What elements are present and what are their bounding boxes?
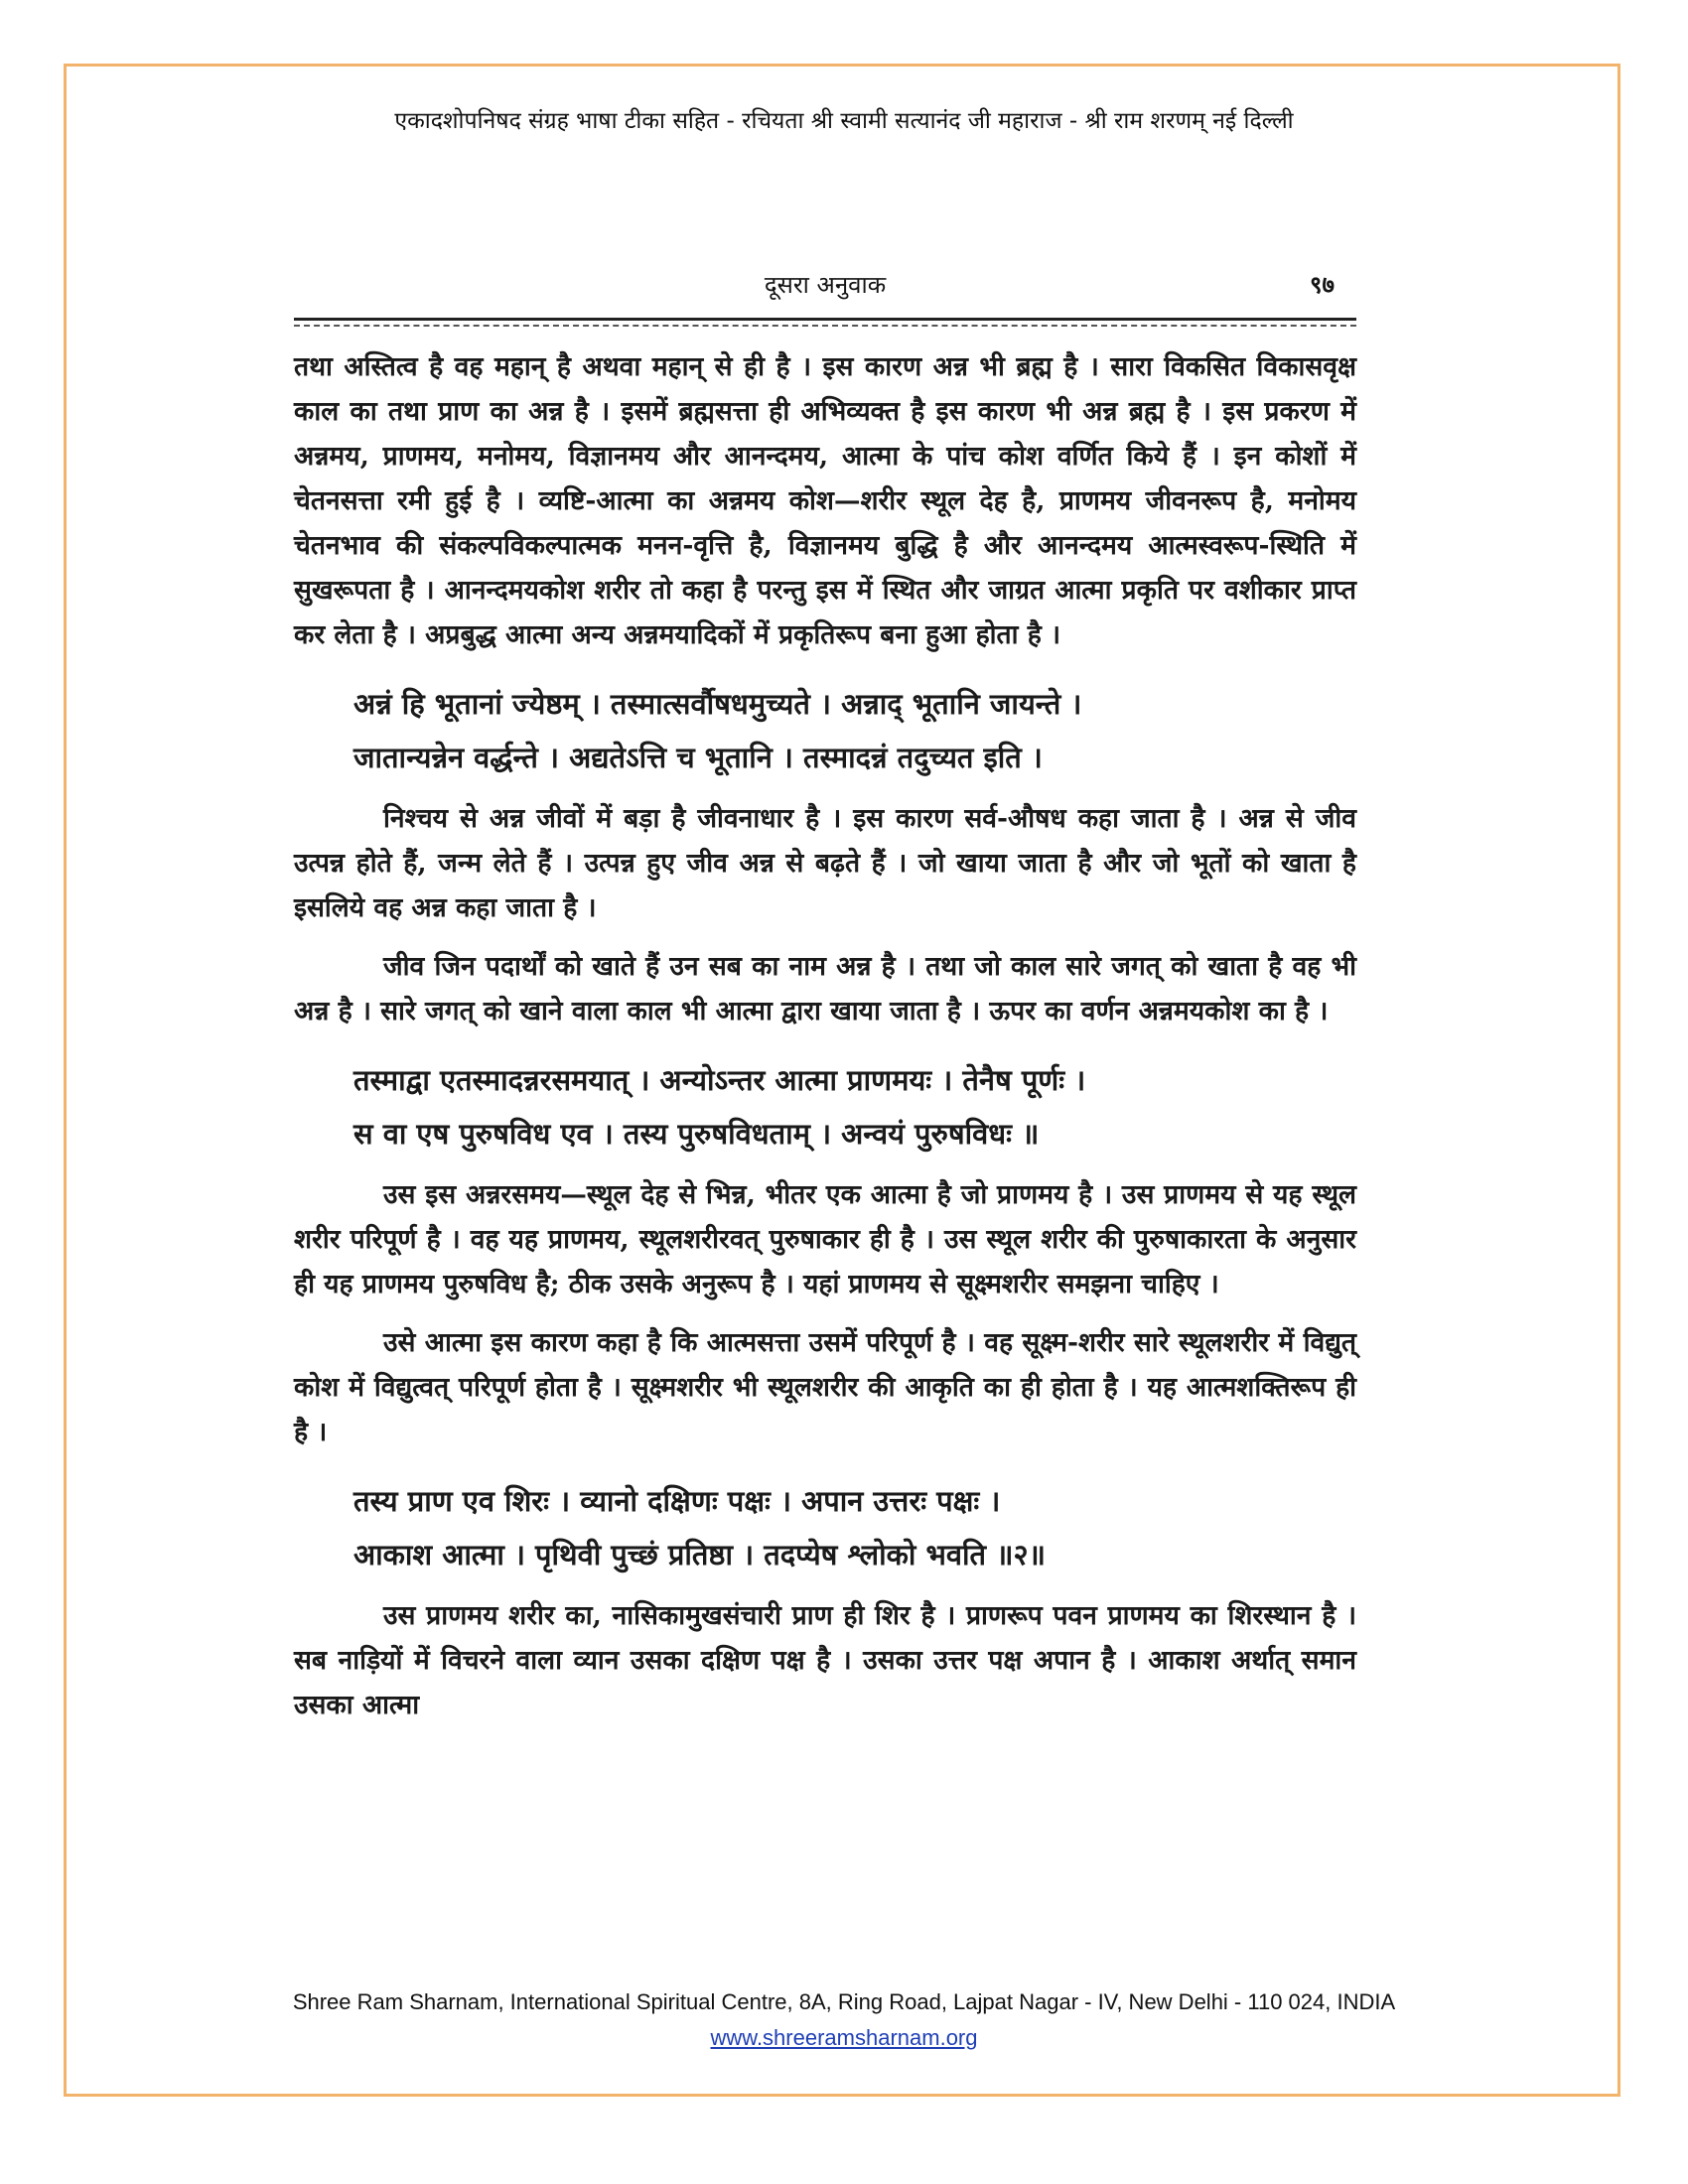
header-rule — [294, 318, 1356, 327]
verse-line: जातान्यन्नेन वर्द्धन्ते । अद्यतेऽत्ति च भूतानि । तस्मादन्नं तदुच्यत इति । — [353, 741, 1043, 774]
website-link[interactable]: www.shreeramsharnam.org — [710, 2025, 978, 2050]
verse-block — [294, 1474, 1356, 1581]
verse-line: अन्नं हि भूतानां ज्येष्ठम् । तस्मात्सर्वौषधमुच्यते । अन्नाद् भूतानि जायन्ते । — [353, 687, 1082, 721]
verse-line: स वा एष पुरुषविध एव । तस्य पुरुषविधताम् । अन्वयं पुरुषविधः ॥ — [353, 1117, 1040, 1151]
verse-line: तस्माद्वा एतस्मादन्नरसमयात् । अन्योऽन्तर आत्मा प्राणमयः । तेनैष पूर्णः । — [353, 1063, 1086, 1097]
verse-line: तस्य प्राण एव शिरः । व्यानो दक्षिणः पक्षः । अपान उत्तरः पक्षः । — [353, 1484, 1001, 1518]
verse-block — [294, 1053, 1356, 1160]
scanned-page — [294, 268, 1356, 1946]
paragraph: उस इस अन्नरसमय—स्थूल देह से भिन्न, भीतर एक आत्मा है जो प्राणमय है । उस प्राणमय से यह स्थूल शरीर परिपूर्ण है । वह यह प्राणमय, स्थूलशरीरवत् पुरुषाकार ही है । उस स्थूल शरीर की पुरुषाकारता के अनुसार ही यह प्राणमय पुरुषविध है; ठीक उसके अनुरूप है । यहां प्राणमय से सूक्ष्मशरीर समझना चाहिए । — [294, 1179, 1356, 1299]
paragraph: उसे आत्मा इस कारण कहा है कि आत्मसत्ता उसमें परिपूर्ण है । वह सूक्ष्म-शरीर सारे स्थूलशरीर में विद्युत् कोश में विद्युत्वत् परिपूर्ण होता है । सूक्ष्मशरीर भी स्थूलशरीर की आकृति का ही होता है । यह आत्मशक्तिरूप ही है । — [294, 1327, 1356, 1447]
page-body — [294, 344, 1356, 1727]
running-title: दूसरा अनुवाक — [764, 271, 887, 299]
verse-line: आकाश आत्मा । पृथिवी पुच्छं प्रतिष्ठा । तदप्येष श्लोको भवति ॥२॥ — [353, 1538, 1046, 1571]
footer-website — [0, 2025, 1688, 2051]
paragraph: जीव जिन पदार्थों को खाते हैं उन सब का नाम अन्न है । तथा जो काल सारे जगत् को खाता है वह भी अन्न है । सारे जगत् को खाने वाला काल भी आत्मा द्वारा खाया जाता है । ऊपर का वर्णन अन्नमयकोश का है । — [294, 951, 1356, 1026]
document-header: एकादशोपनिषद संग्रह भाषा टीका सहित - रचियता श्री स्वामी सत्यानंद जी महाराज - श्री राम शरणम् नई दिल्ली — [394, 108, 1294, 134]
paragraph: तथा अस्तित्व है वह महान् है अथवा महान् से ही है । इस कारण अन्न भी ब्रह्म है । सारा विकसित विकासवृक्ष काल का तथा प्राण का अन्न है । इसमें ब्रह्मसत्ता ही अभिव्यक्त है इस कारण भी अन्न ब्रह्म है । इस प्रकरण में अन्नमय, प्राणमय, मनोमय, विज्ञानमय और आनन्दमय, आत्मा के पांच कोश वर्णित किये हैं । इन कोशों में चेतनसत्ता रमी हुई है । व्यष्टि-आत्मा का अन्नमय कोश—शरीर स्थूल देह है, प्राणमय जीवनरूप है, मनोमय चेतनभाव की संकल्पविकल्पात्मक मनन-वृत्ति है, विज्ञानमय बुद्धि है और आनन्दमय आत्मस्वरूप-स्थिति में सुखरूपता है । आनन्दमयकोश शरीर तो कहा है परन्तु इस में स्थित और जाग्रत आत्मा प्रकृति पर वशीकार प्राप्त कर लेता है । अप्रबुद्ध आत्मा अन्य अन्नमयादिकों में प्रकृतिरूप बना हुआ होता है । — [294, 351, 1356, 650]
paragraph: उस प्राणमय शरीर का, नासिकामुखसंचारी प्राण ही शिर है । प्राणरूप पवन प्राणमय का शिरस्थान है । सब नाड़ियों में विचरने वाला व्यान उसका दक्षिण पक्ष है । उसका उत्तर पक्ष अपान है । आकाश अर्थात् समान उसका आत्मा — [294, 1600, 1356, 1720]
paragraph: निश्चय से अन्न जीवों में बड़ा है जीवनाधार है । इस कारण सर्व-औषध कहा जाता है । अन्न से जीव उत्पन्न होते हैं, जन्म लेते हैं । उत्पन्न हुए जीव अन्न से बढ़ते हैं । जो खाया जाता है और जो भूतों को खाता है इसलिये वह अन्न कहा जाता है । — [294, 803, 1356, 923]
page-number: ९७ — [1310, 270, 1335, 299]
footer-address: Shree Ram Sharnam, International Spiritual Centre, 8A, Ring Road, Lajpat Nagar - IV, New Delhi - 110 024, INDIA — [292, 1989, 1396, 2014]
verse-block — [294, 677, 1356, 784]
running-head — [294, 268, 1356, 304]
